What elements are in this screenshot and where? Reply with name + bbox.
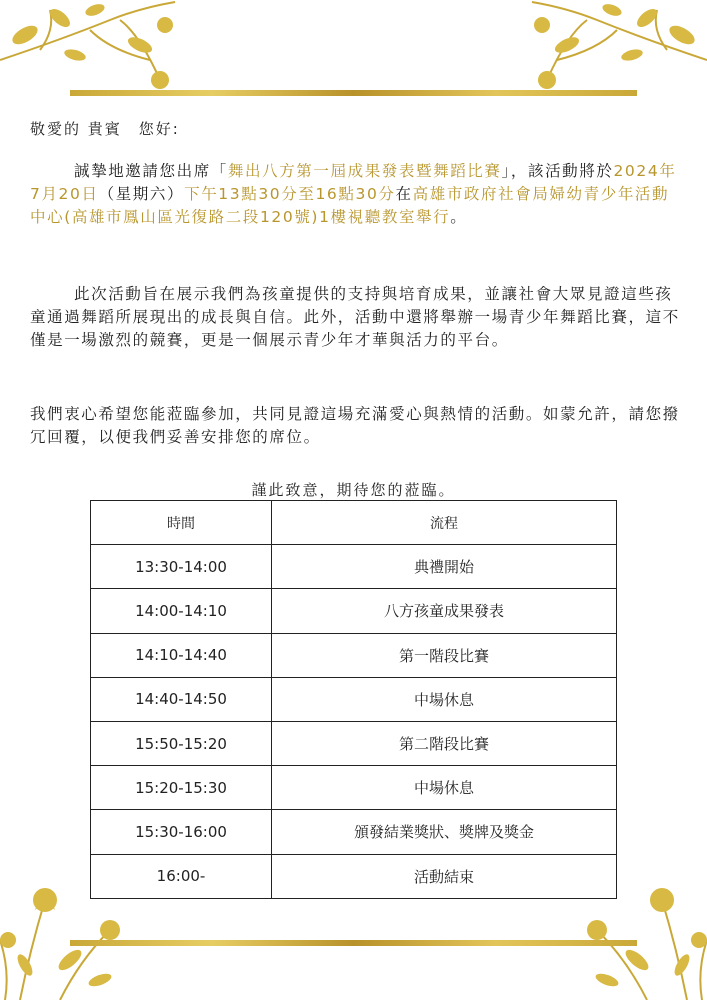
table-row bbox=[91, 721, 617, 765]
row-time: 14:10-14:40 bbox=[91, 633, 272, 677]
para1-text-4: 在 bbox=[395, 185, 413, 203]
request-paragraph bbox=[30, 403, 680, 449]
table-row bbox=[91, 589, 617, 633]
header-program: 流程 bbox=[272, 501, 617, 545]
schedule-table bbox=[90, 500, 617, 899]
row-time: 14:00-14:10 bbox=[91, 589, 272, 633]
event-date: 2024年7月20日 bbox=[30, 162, 677, 203]
floral-corner-top-right-icon bbox=[507, 0, 707, 95]
table-row bbox=[91, 766, 617, 810]
row-time: 16:00- bbox=[91, 854, 272, 898]
row-program: 中場休息 bbox=[272, 766, 617, 810]
table-row bbox=[91, 545, 617, 589]
row-program: 中場休息 bbox=[272, 677, 617, 721]
row-time: 15:50-15:20 bbox=[91, 721, 272, 765]
purpose-text: 此次活動旨在展示我們為孩童提供的支持與培育成果，並讓社會大眾見證這些孩童通過舞蹈所展現出的成長與自信。此外，活動中還將舉辦一場青少年舞蹈比賽，這不僅是一場激烈的競賽，更是一個展示青少年才華與活力的平台。 bbox=[30, 285, 680, 349]
row-time: 15:20-15:30 bbox=[91, 766, 272, 810]
table-row bbox=[91, 854, 617, 898]
row-program: 第一階段比賽 bbox=[272, 633, 617, 677]
table-row bbox=[91, 677, 617, 721]
event-time: 下午13點30分至16點30分 bbox=[184, 185, 396, 203]
purpose-paragraph bbox=[30, 283, 680, 352]
para1-text-1: 誠摯地邀請您出席「 bbox=[74, 162, 228, 180]
floral-corner-top-left-icon bbox=[0, 0, 200, 95]
row-program: 第二階段比賽 bbox=[272, 721, 617, 765]
table-row bbox=[91, 810, 617, 854]
row-program: 典禮開始 bbox=[272, 545, 617, 589]
request-text: 我們衷心希望您能蒞臨參加，共同見證這場充滿愛心與熱情的活動。如蒙允許，請您撥冗回覆，以便我們妥善安排您的席位。 bbox=[30, 405, 680, 446]
gold-divider-top bbox=[70, 90, 637, 96]
greeting: 敬愛的 貴賓 您好: bbox=[30, 120, 180, 138]
para1-text-5: 。 bbox=[450, 208, 468, 226]
row-time: 15:30-16:00 bbox=[91, 810, 272, 854]
event-name: 舞出八方第一屆成果發表暨舞蹈比賽 bbox=[227, 162, 502, 180]
table-header-row bbox=[91, 501, 617, 545]
closing-line: 謹此致意，期待您的蒞臨。 bbox=[251, 481, 456, 499]
row-program: 八方孩童成果發表 bbox=[272, 589, 617, 633]
row-program: 頒發結業獎狀、獎牌及獎金 bbox=[272, 810, 617, 854]
gold-divider-bottom bbox=[70, 940, 637, 946]
header-time: 時間 bbox=[91, 501, 272, 545]
row-time: 14:40-14:50 bbox=[91, 677, 272, 721]
row-time: 13:30-14:00 bbox=[91, 545, 272, 589]
invitation-paragraph bbox=[30, 160, 680, 229]
para1-text-2: 」，該活動將於 bbox=[501, 162, 614, 180]
para1-text-3: （星期六） bbox=[98, 185, 185, 203]
event-venue: 高雄市政府社會局婦幼青少年活動中心(高雄市鳳山區光復路二段120號)1樓視聽教室舉行 bbox=[30, 185, 670, 226]
row-program: 活動結束 bbox=[272, 854, 617, 898]
table-row bbox=[91, 633, 617, 677]
